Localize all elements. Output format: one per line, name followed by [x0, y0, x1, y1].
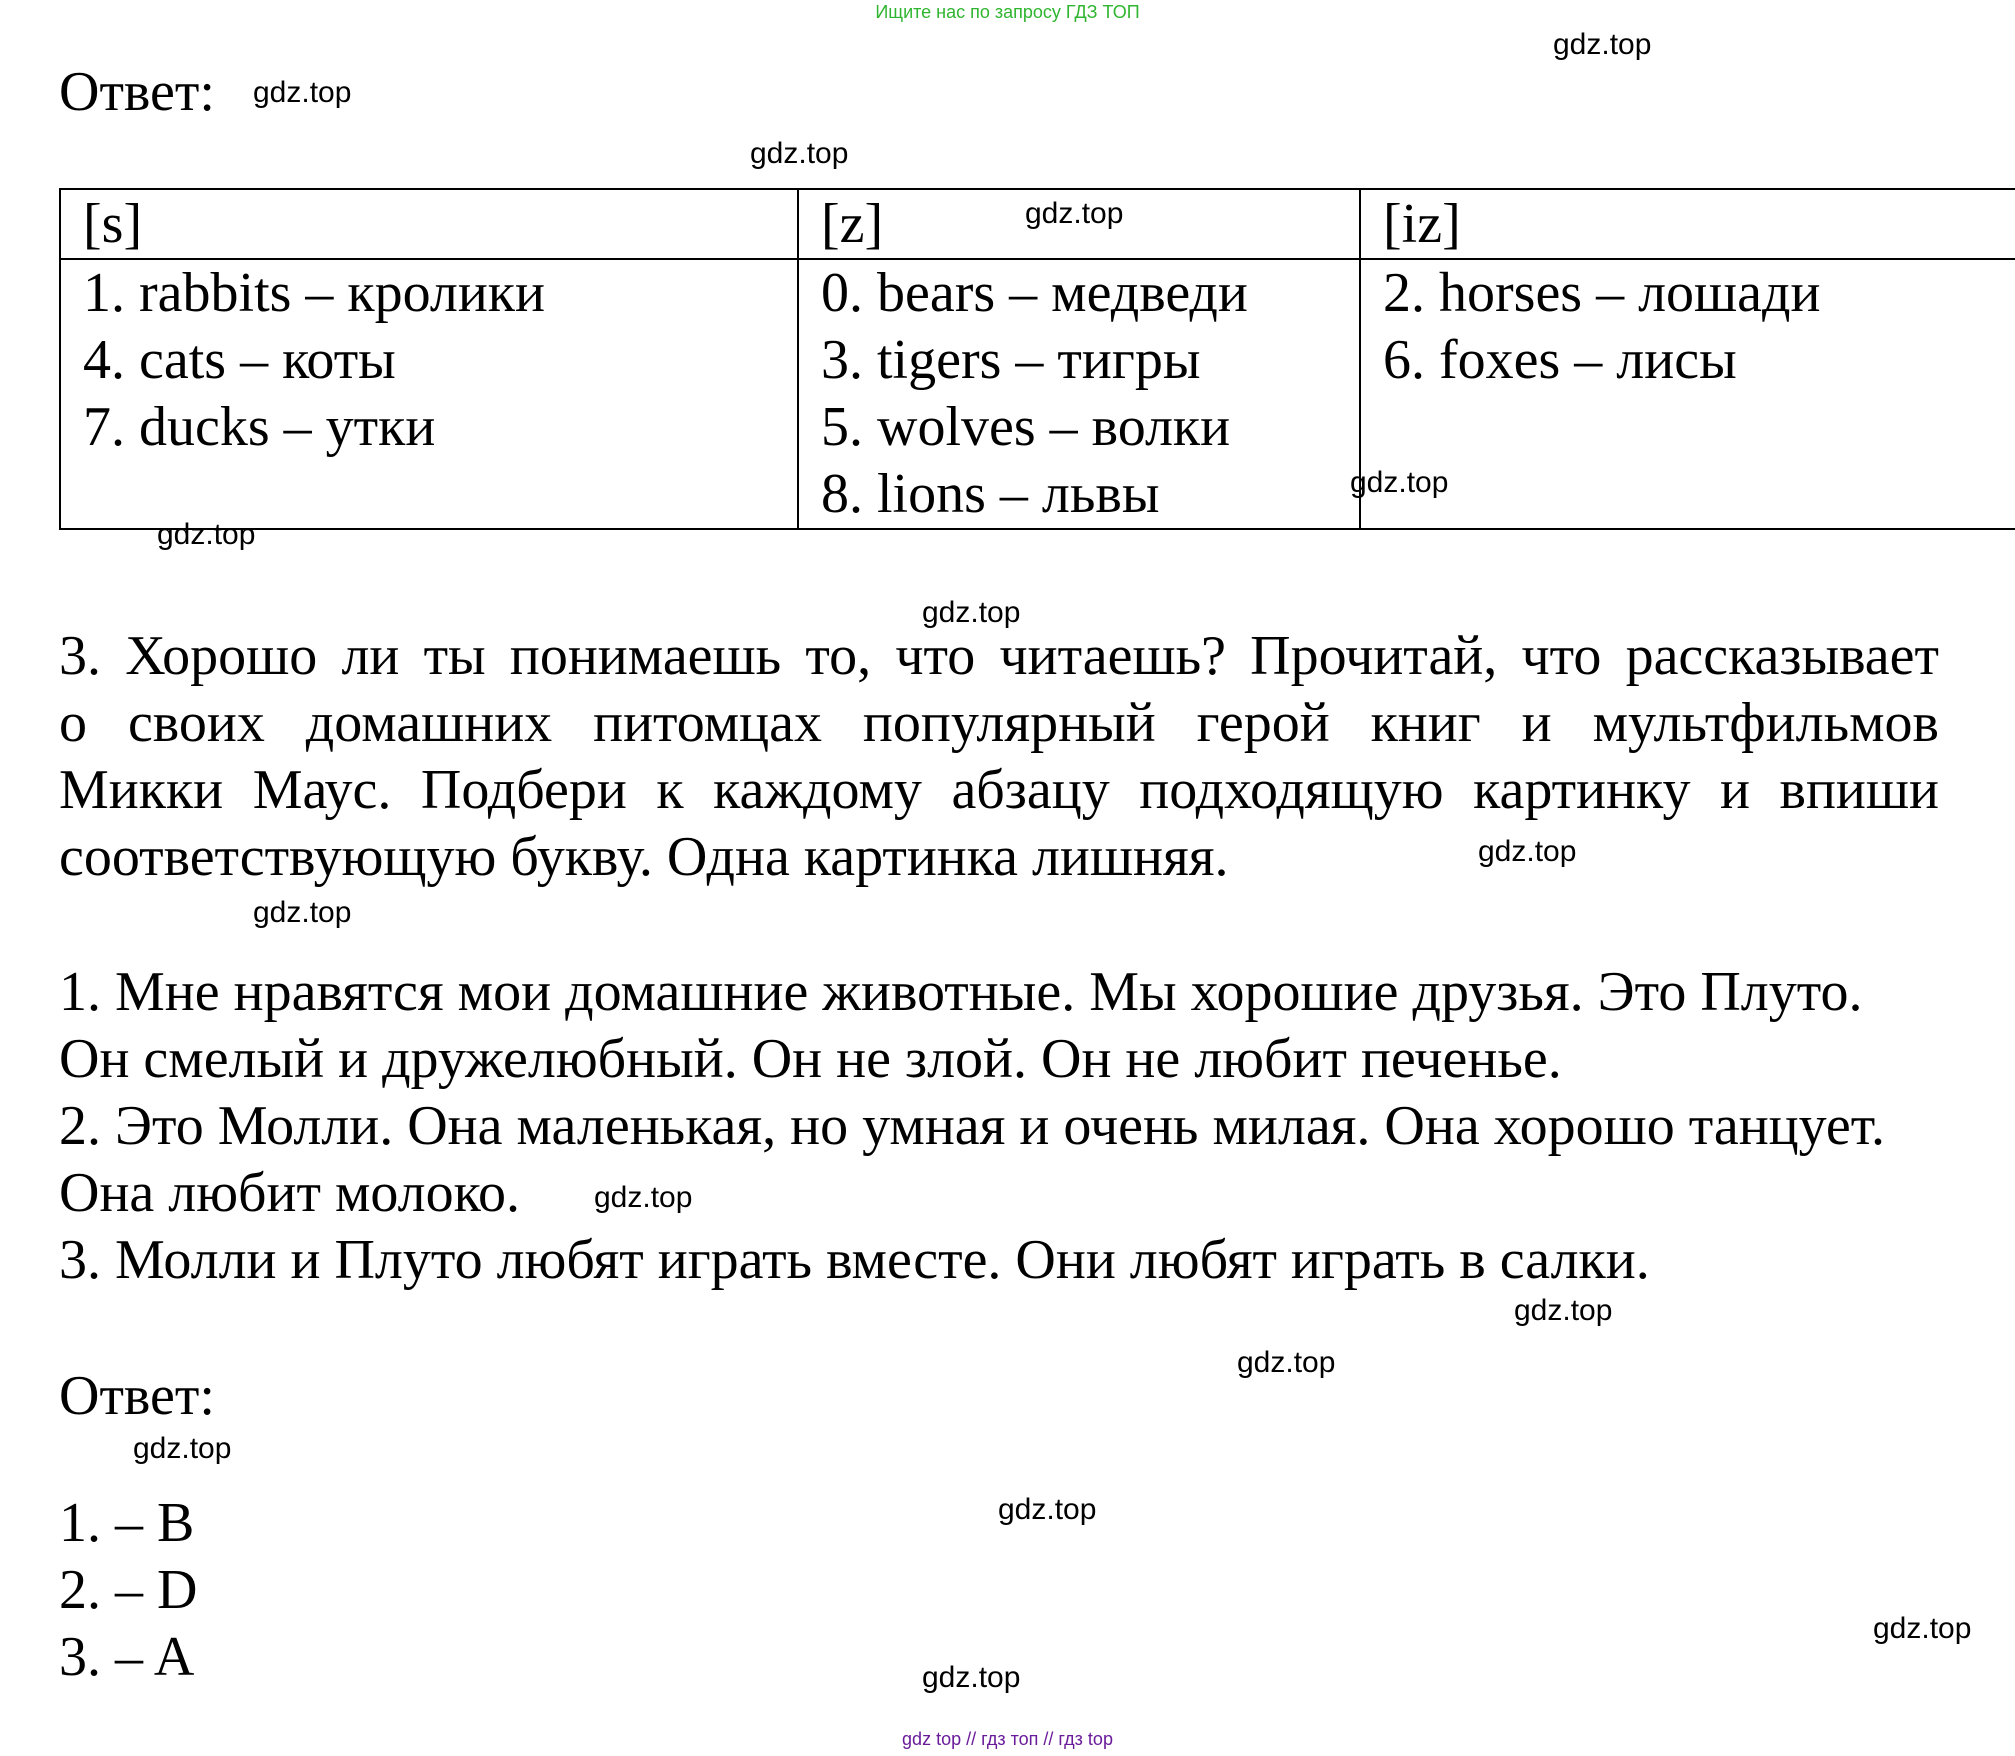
watermark: gdz.top — [594, 1181, 693, 1214]
story-line: 1. Мне нравятся мои домашние животные. Мы хорошие друзья. Это Плуто. — [59, 961, 1863, 1023]
story-line: Он смелый и дружелюбный. Он не злой. Он не любит печенье. — [59, 1028, 1562, 1090]
table-cell: 6. foxes – лисы — [1383, 329, 1737, 391]
watermark: gdz.top — [1025, 197, 1124, 230]
watermark: gdz.top — [1514, 1294, 1613, 1327]
column-iz — [1360, 259, 2015, 529]
task-line: соответствующую букву. Одна картинка лишняя. — [59, 826, 1229, 888]
watermark: gdz.top — [1350, 466, 1449, 499]
watermark: gdz.top — [1478, 835, 1577, 868]
header-iz: [iz] — [1360, 189, 2015, 259]
watermark: gdz.top — [133, 1432, 232, 1465]
bottom-banner: gdz top // гдз топ // гдз top — [902, 1729, 1113, 1749]
answer-label: Ответ: — [59, 61, 215, 123]
header-z: [z] — [798, 189, 1360, 259]
column-s — [60, 259, 798, 529]
column-z — [798, 259, 1360, 529]
table-cell: 8. lions – львы — [821, 463, 1160, 525]
story-line: 3. Молли и Плуто любят играть вместе. Они любят играть в салки. — [59, 1229, 1650, 1291]
watermark: gdz.top — [157, 518, 256, 551]
task-3-text — [59, 623, 1939, 891]
watermark: gdz.top — [750, 137, 849, 170]
watermark: gdz.top — [922, 596, 1021, 629]
header-s: [s] — [60, 189, 798, 259]
task-line: 3. Хорошо ли ты понимаешь то, что читаешь? Прочитай, что рассказывает — [59, 625, 1939, 687]
answer-label-2: Ответ: — [59, 1365, 215, 1427]
answer-item: 3. – A — [59, 1626, 195, 1688]
story-text — [59, 959, 1939, 1294]
watermark: gdz.top — [998, 1493, 1097, 1526]
watermark: gdz.top — [253, 896, 352, 929]
answer-item: 1. – B — [59, 1492, 195, 1554]
table-cell: 4. cats – коты — [83, 329, 396, 391]
task-line: Микки Маус. Подбери к каждому абзацу подходящую картинку и впиши — [59, 759, 1939, 821]
watermark: gdz.top — [922, 1661, 1021, 1694]
story-line: Она любит молоко. — [59, 1162, 520, 1224]
top-banner: Ищите нас по запросу ГДЗ ТОП — [875, 2, 1140, 22]
watermark: gdz.top — [1873, 1612, 1972, 1645]
task-line: о своих домашних питомцах популярный герой книг и мультфильмов — [59, 692, 1939, 754]
table-cell: 1. rabbits – кролики — [83, 262, 545, 324]
answer-item: 2. – D — [59, 1559, 198, 1621]
story-line: 2. Это Молли. Она маленькая, но умная и очень милая. Она хорошо танцует. — [59, 1095, 1886, 1157]
phonetics-table — [59, 188, 2015, 530]
table-cell: 7. ducks – утки — [83, 396, 436, 458]
watermark: gdz.top — [1553, 28, 1652, 61]
watermark: gdz.top — [1237, 1346, 1336, 1379]
table-cell: 0. bears – медведи — [821, 262, 1248, 324]
table-cell: 2. horses – лошади — [1383, 262, 1821, 324]
table-cell: 5. wolves – волки — [821, 396, 1231, 458]
watermark: gdz.top — [253, 76, 352, 109]
table-cell: 3. tigers – тигры — [821, 329, 1201, 391]
